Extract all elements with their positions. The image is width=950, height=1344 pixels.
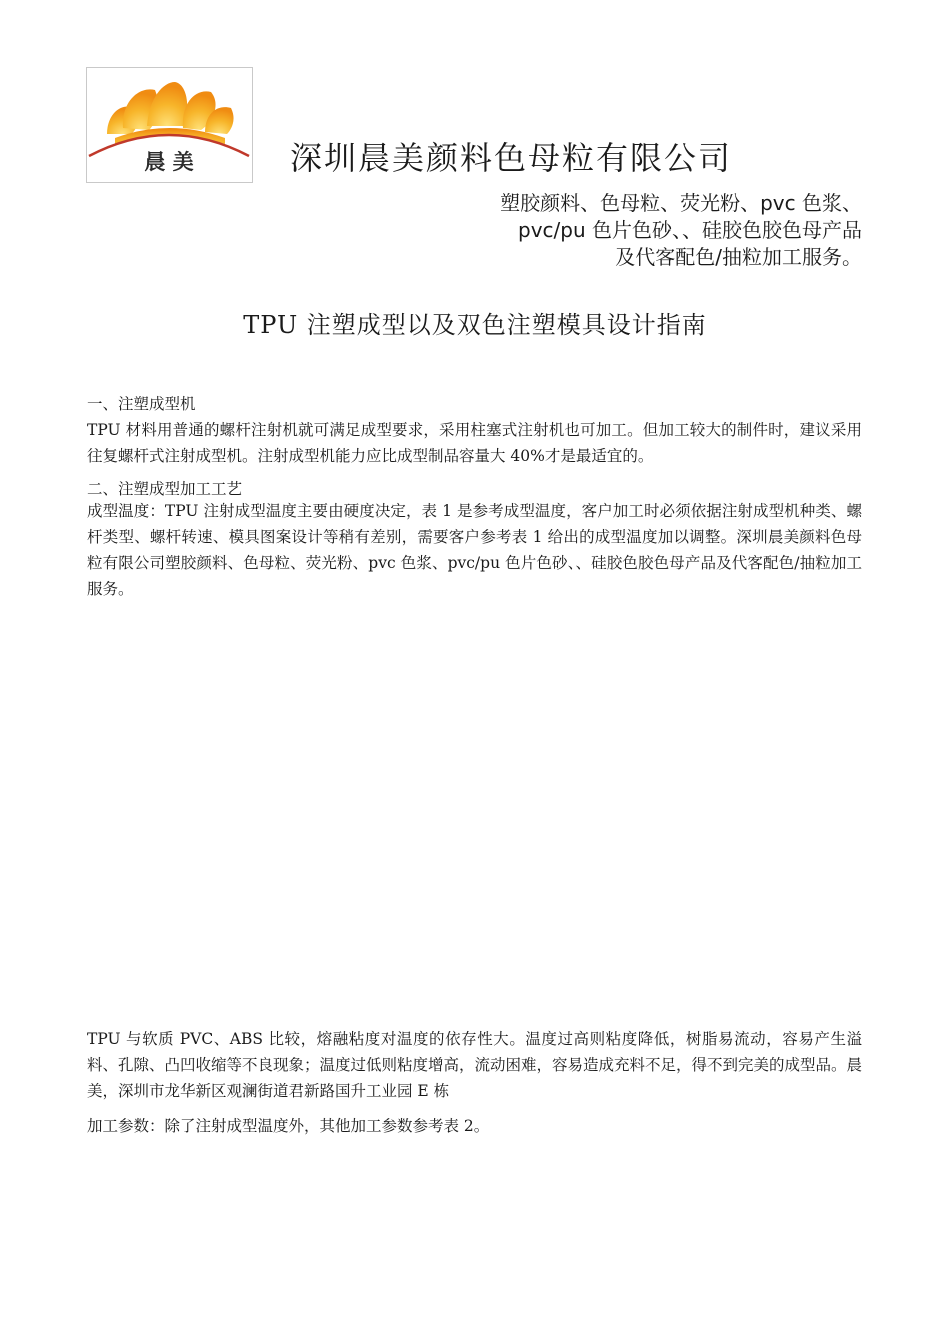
logo-text: 晨 美 [144, 150, 194, 174]
tagline-line-3: 及代客配色/抽粒加工服务。 [615, 245, 862, 269]
sun-logo-icon [87, 68, 252, 182]
section1-paragraph: TPU 材料用普通的螺杆注射机就可满足成型要求，采用柱塞式注射机也可加工。但加工较大的制件时，建议采用往复螺杆式注射成型机。注射成型机能力应比成型制品容量大 40%才是最适宜的。 [87, 421, 862, 465]
company-name: 深圳晨美颜料色母粒有限公司 [290, 139, 733, 177]
company-tagline [442, 190, 862, 271]
section3-paragraph: TPU 与软质 PVC、ABS 比较，熔融粘度对温度的依存性大。温度过高则粘度降低，树脂易流动，容易产生溢料、孔隙、凸凹收缩等不良现象；温度过低则粘度增高，流动困难，容易造成充料不足，得不到完美的成型品。晨美，深圳市龙华新区观澜街道君新路国升工业园 E 栋 [87, 1030, 863, 1100]
company-logo [86, 67, 253, 183]
section4-paragraph: 加工参数：除了注射成型温度外，其他加工参数参考表 2。 [87, 1117, 490, 1135]
section1-heading: 一、注塑成型机 [87, 395, 196, 413]
section2-paragraph: 成型温度：TPU 注射成型温度主要由硬度决定，表 1 是参考成型温度，客户加工时必须依据注射成型机种类、螺杆类型、螺杆转速、模具图案设计等稍有差别，需要客户参考表 1 给出的成型温度加以调整。深圳晨美颜料色母粒有限公司塑胶颜料、色母粒、荧光粉、pvc 色浆、pvc/pu 色片色砂、、硅胶色胶色母产品及代客配色/抽粒加工服务。 [87, 502, 862, 598]
document-title: TPU 注塑成型以及双色注塑模具设计指南 [243, 311, 707, 339]
tagline-line-2: pvc/pu 色片色砂、、硅胶色胶色母产品 [518, 218, 862, 242]
section2-heading: 二、注塑成型加工工艺 [87, 480, 243, 498]
tagline-line-1: 塑胶颜料、色母粒、荧光粉、pvc 色浆、 [500, 191, 862, 215]
